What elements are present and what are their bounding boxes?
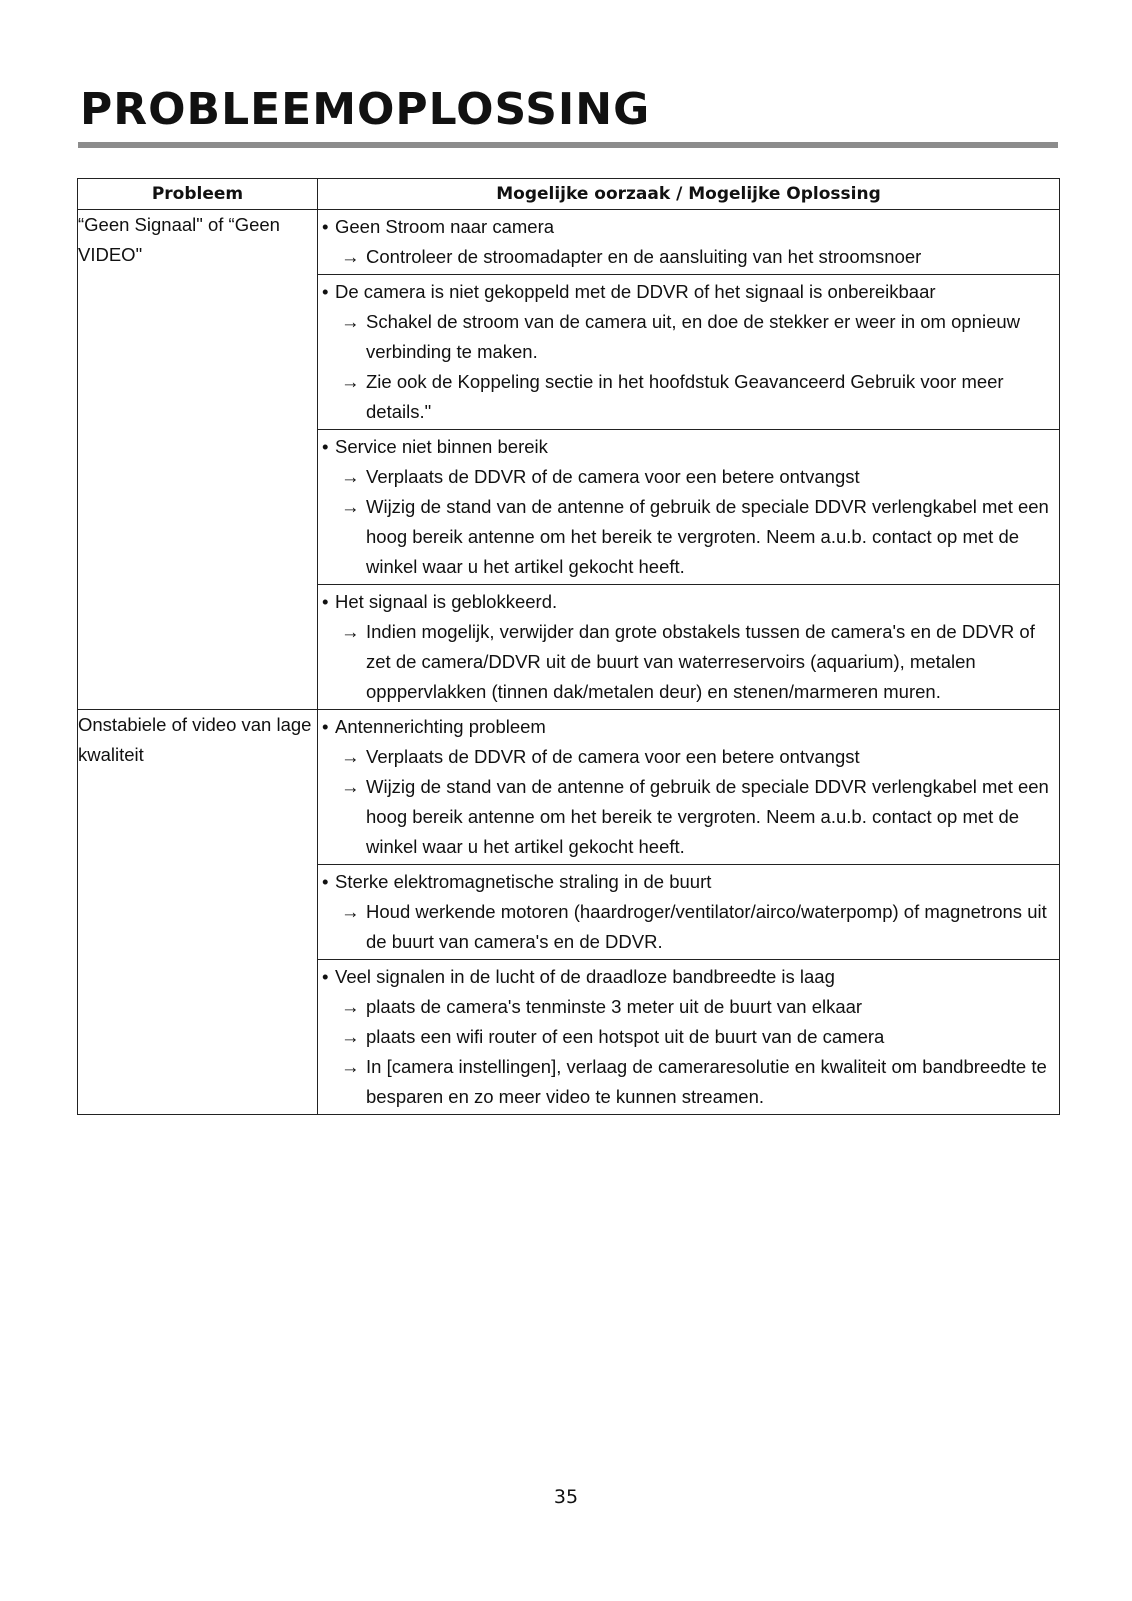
arrow-right-icon: →	[341, 371, 360, 392]
bullet-icon: •	[322, 591, 329, 612]
solution-text: Wijzig de stand van de antenne of gebruik de speciale DDVR verlengkabel met een hoog bereik antenne om het bereik te vergroten. Neem a.u.b. contact op met de winkel waar u het artikel gekocht heeft.	[366, 776, 1049, 857]
solution-item	[322, 772, 1059, 862]
cause-block	[318, 430, 1059, 584]
page-number: 35	[553, 1486, 579, 1508]
cause-cell	[318, 275, 1060, 430]
cause-item	[322, 432, 1059, 462]
troubleshooting-table	[77, 178, 1060, 1115]
table-row	[78, 710, 1060, 865]
solution-item	[322, 897, 1059, 957]
cause-item	[322, 962, 1059, 992]
cause-block	[318, 585, 1059, 709]
table-body	[78, 210, 1060, 1115]
arrow-right-icon: →	[341, 466, 360, 487]
solution-text: Schakel de stroom van de camera uit, en doe de stekker er weer in om opnieuw verbinding te maken.	[366, 311, 1021, 362]
page-title: PROBLEEMOPLOSSING	[80, 84, 651, 135]
solution-text: Verplaats de DDVR of de camera voor een betere ontvangst	[366, 466, 860, 487]
cause-block	[318, 210, 1059, 274]
title-divider	[78, 142, 1058, 148]
column-header-problem: Probleem	[78, 179, 318, 210]
arrow-right-icon: →	[341, 901, 360, 922]
cause-text: Het signaal is geblokkeerd.	[335, 591, 558, 612]
solution-text: Verplaats de DDVR of de camera voor een betere ontvangst	[366, 746, 860, 767]
arrow-right-icon: →	[341, 1026, 360, 1047]
solution-item	[322, 492, 1059, 582]
cause-text: Geen Stroom naar camera	[335, 216, 555, 237]
arrow-right-icon: →	[341, 996, 360, 1017]
solution-item	[322, 1052, 1059, 1112]
cause-cell	[318, 430, 1060, 585]
arrow-right-icon: →	[341, 746, 360, 767]
cause-cell	[318, 960, 1060, 1115]
cause-block	[318, 960, 1059, 1114]
cause-cell	[318, 210, 1060, 275]
bullet-icon: •	[322, 281, 329, 302]
cause-item	[322, 867, 1059, 897]
cause-cell	[318, 865, 1060, 960]
bullet-icon: •	[322, 871, 329, 892]
solution-text: Indien mogelijk, verwijder dan grote obstakels tussen de camera's en de DDVR of zet de camera/DDVR uit de buurt van waterreservoirs (aquarium), metalen opppervlakken (tinnen dak/metalen deur) en stenen/marmeren muren.	[366, 621, 1035, 702]
bullet-icon: •	[322, 716, 329, 737]
cause-item	[322, 712, 1059, 742]
solution-text: Houd werkende motoren (haardroger/ventilator/airco/waterpomp) of magnetrons uit de buurt van camera's en de DDVR.	[366, 901, 1047, 952]
solution-item	[322, 242, 1059, 272]
arrow-right-icon: →	[341, 496, 360, 517]
bullet-icon: •	[322, 216, 329, 237]
solution-item	[322, 1022, 1059, 1052]
solution-text: plaats een wifi router of een hotspot uit de buurt van de camera	[366, 1026, 885, 1047]
solution-text: Controleer de stroomadapter en de aansluiting van het stroomsnoer	[366, 246, 922, 267]
arrow-right-icon: →	[341, 776, 360, 797]
cause-cell	[318, 710, 1060, 865]
problem-cell: “Geen Signaal" of “Geen VIDEO"	[78, 210, 318, 710]
cause-text: Veel signalen in de lucht of de draadloze bandbreedte is laag	[335, 966, 835, 987]
table-row	[78, 210, 1060, 275]
cause-item	[322, 277, 1059, 307]
arrow-right-icon: →	[341, 311, 360, 332]
problem-cell: Onstabiele of video van lage kwaliteit	[78, 710, 318, 1115]
table-header-row	[78, 179, 1060, 210]
cause-block	[318, 275, 1059, 429]
cause-text: Sterke elektromagnetische straling in de buurt	[335, 871, 712, 892]
solution-item	[322, 742, 1059, 772]
solution-item	[322, 307, 1059, 367]
solution-text: plaats de camera's tenminste 3 meter uit de buurt van elkaar	[366, 996, 863, 1017]
cause-item	[322, 587, 1059, 617]
solution-item	[322, 992, 1059, 1022]
cause-block	[318, 865, 1059, 959]
column-header-cause: Mogelijke oorzaak / Mogelijke Oplossing	[318, 179, 1060, 210]
solution-text: Wijzig de stand van de antenne of gebruik de speciale DDVR verlengkabel met een hoog bereik antenne om het bereik te vergroten. Neem a.u.b. contact op met de winkel waar u het artikel gekocht heeft.	[366, 496, 1049, 577]
solution-text: Zie ook de Koppeling sectie in het hoofdstuk Geavanceerd Gebruik voor meer details."	[366, 371, 1004, 422]
bullet-icon: •	[322, 436, 329, 457]
solution-item	[322, 617, 1059, 707]
cause-text: Antennerichting probleem	[335, 716, 546, 737]
solution-item	[322, 462, 1059, 492]
bullet-icon: •	[322, 966, 329, 987]
arrow-right-icon: →	[341, 621, 360, 642]
arrow-right-icon: →	[341, 1056, 360, 1077]
cause-text: De camera is niet gekoppeld met de DDVR of het signaal is onbereikbaar	[335, 281, 936, 302]
solution-text: In [camera instellingen], verlaag de cameraresolutie en kwaliteit om bandbreedte te besparen en zo meer video te kunnen streamen.	[366, 1056, 1047, 1107]
solution-item	[322, 367, 1059, 427]
cause-cell	[318, 585, 1060, 710]
cause-text: Service niet binnen bereik	[335, 436, 548, 457]
arrow-right-icon: →	[341, 246, 360, 267]
cause-item	[322, 212, 1059, 242]
cause-block	[318, 710, 1059, 864]
